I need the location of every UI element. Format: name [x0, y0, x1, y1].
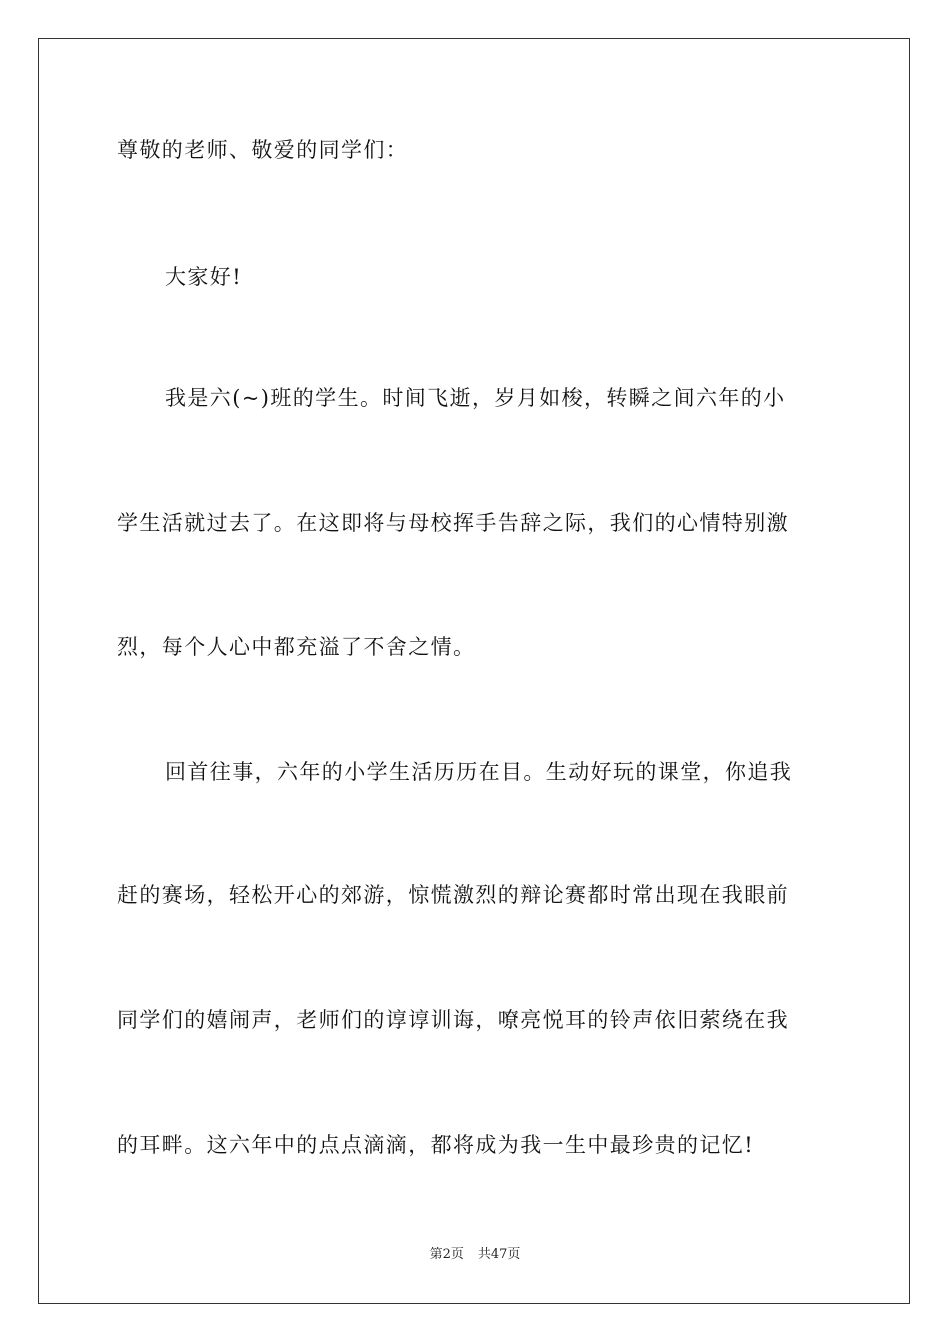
paragraph-2-line-2: 赶的赛场，轻松开心的郊游，惊慌激烈的辩论赛都时常出现在我眼前 — [117, 883, 789, 907]
paragraph-1-line-3: 烈，每个人心中都充溢了不舍之情。 — [117, 635, 476, 659]
total-pages: 共47页 — [477, 1247, 521, 1262]
paragraph-2-line-3: 同学们的嬉闹声，老师们的谆谆训诲，嘹亮悦耳的铃声依旧萦绕在我 — [117, 1008, 789, 1032]
page-frame — [38, 38, 910, 1304]
paragraph-2-line-1: 回首往事，六年的小学生活历历在目。生动好玩的课堂，你追我 — [165, 760, 793, 784]
paragraph-1-line-2: 学生活就过去了。在这即将与母校挥手告辞之际，我们的心情特别激 — [117, 511, 789, 535]
page-number: 第2页 — [429, 1247, 464, 1262]
paragraph-2-line-4: 的耳畔。这六年中的点点滴滴，都将成为我一生中最珍贵的记忆! — [117, 1133, 755, 1157]
salutation: 尊敬的老师、敬爱的同学们： — [117, 138, 409, 162]
page-footer — [0, 1246, 950, 1264]
paragraph-1-line-1: 我是六(~)班的学生。时间飞逝，岁月如梭，转瞬之间六年的小 — [165, 386, 786, 410]
greeting: 大家好! — [165, 265, 243, 289]
